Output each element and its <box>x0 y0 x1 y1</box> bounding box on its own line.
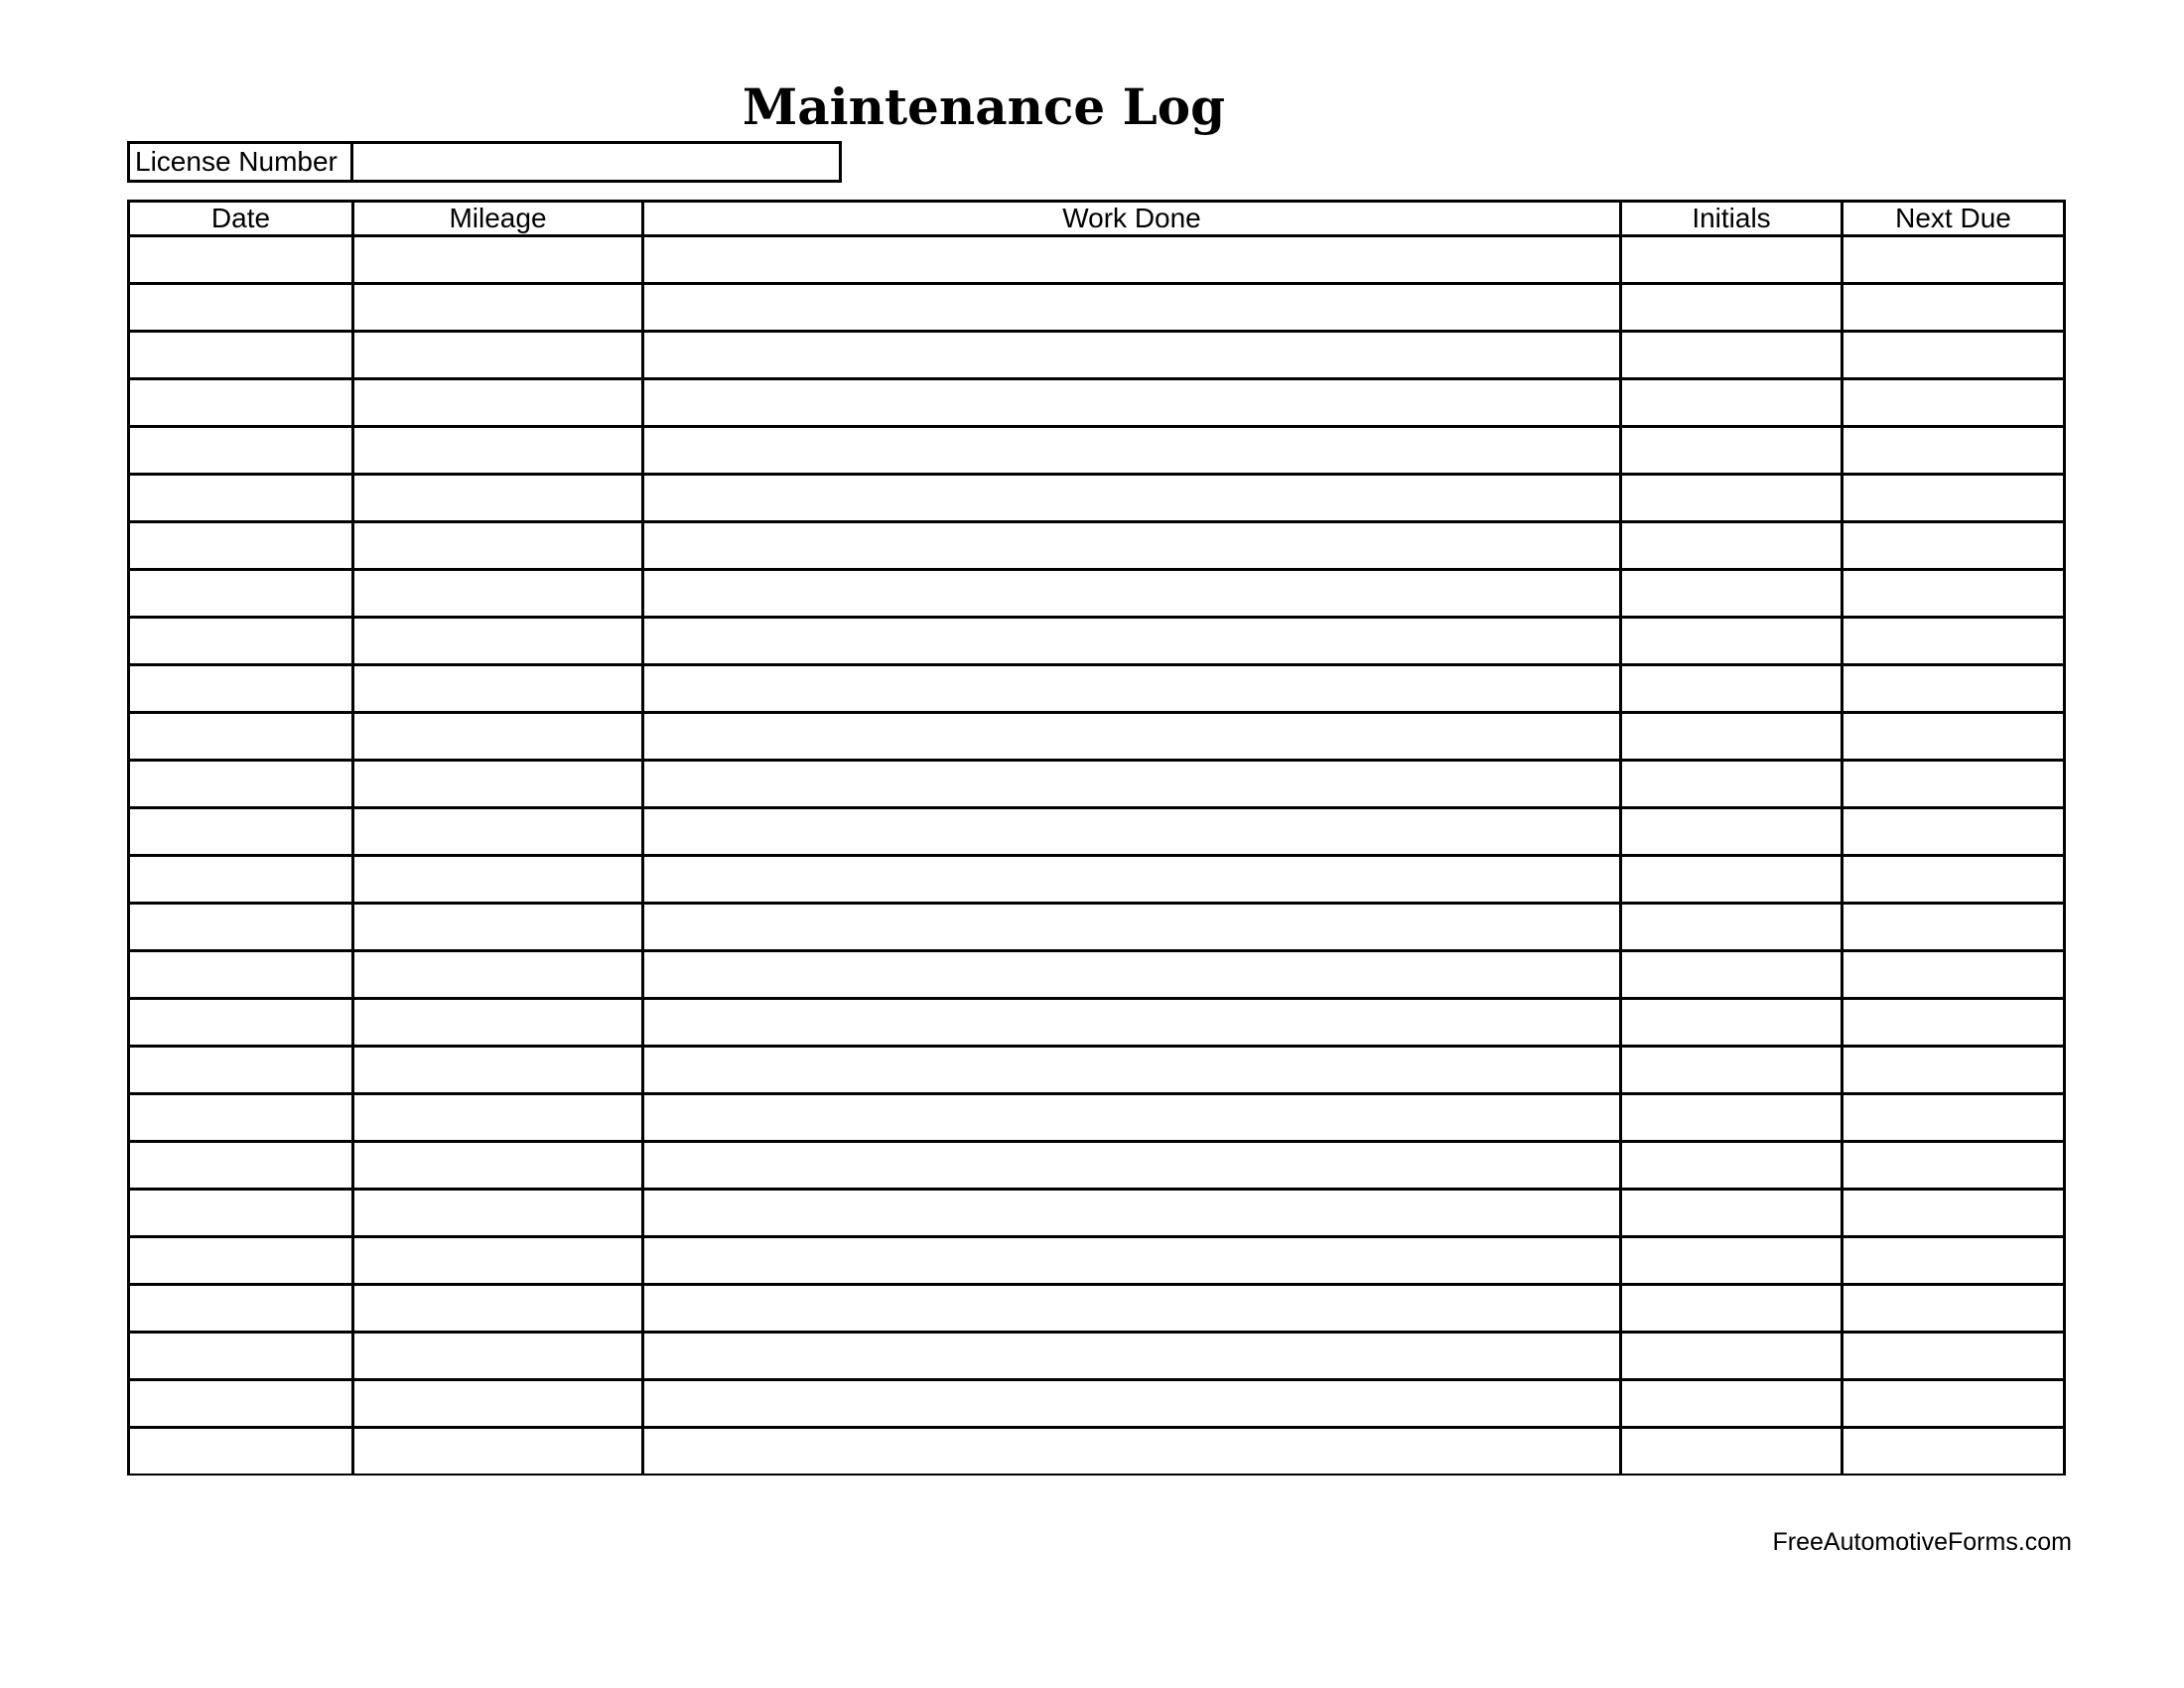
date-cell[interactable] <box>129 999 353 1047</box>
next-due-cell[interactable] <box>1843 570 2065 618</box>
mileage-cell[interactable] <box>353 379 643 427</box>
initials-cell[interactable] <box>1621 1333 1843 1380</box>
mileage-cell[interactable] <box>353 1285 643 1333</box>
mileage-cell[interactable] <box>353 856 643 904</box>
next-due-cell[interactable] <box>1843 1047 2065 1094</box>
mileage-cell[interactable] <box>353 1094 643 1142</box>
mileage-cell[interactable] <box>353 1142 643 1190</box>
date-cell[interactable] <box>129 1380 353 1428</box>
table-row <box>129 522 2065 570</box>
mileage-cell[interactable] <box>353 427 643 475</box>
table-body <box>129 236 2065 1476</box>
mileage-cell[interactable] <box>353 1047 643 1094</box>
mileage-cell[interactable] <box>353 713 643 761</box>
mileage-cell[interactable] <box>353 1428 643 1476</box>
work-done-cell[interactable] <box>643 1047 1621 1094</box>
table-row <box>129 1047 2065 1094</box>
next-due-cell[interactable] <box>1843 618 2065 665</box>
work-done-cell[interactable] <box>643 427 1621 475</box>
initials-cell[interactable] <box>1621 1190 1843 1237</box>
next-due-cell[interactable] <box>1843 1237 2065 1285</box>
date-cell[interactable] <box>129 332 353 379</box>
next-due-cell[interactable] <box>1843 379 2065 427</box>
work-done-cell[interactable] <box>643 1428 1621 1476</box>
next-due-cell[interactable] <box>1843 1380 2065 1428</box>
work-done-cell[interactable] <box>643 904 1621 951</box>
work-done-cell[interactable] <box>643 1237 1621 1285</box>
work-done-cell[interactable] <box>643 379 1621 427</box>
mileage-cell[interactable] <box>353 1380 643 1428</box>
initials-cell[interactable] <box>1621 1285 1843 1333</box>
table-row <box>129 951 2065 999</box>
table-row <box>129 1428 2065 1476</box>
table-row <box>129 236 2065 284</box>
work-done-cell[interactable] <box>643 284 1621 332</box>
work-done-cell[interactable] <box>643 713 1621 761</box>
initials-cell[interactable] <box>1621 665 1843 713</box>
date-cell[interactable] <box>129 1047 353 1094</box>
next-due-cell[interactable] <box>1843 522 2065 570</box>
work-done-cell[interactable] <box>643 1380 1621 1428</box>
initials-cell[interactable] <box>1621 1237 1843 1285</box>
date-cell[interactable] <box>129 761 353 808</box>
initials-cell[interactable] <box>1621 522 1843 570</box>
next-due-cell[interactable] <box>1843 475 2065 522</box>
initials-cell[interactable] <box>1621 951 1843 999</box>
date-cell[interactable] <box>129 1428 353 1476</box>
next-due-cell[interactable] <box>1843 1094 2065 1142</box>
initials-cell[interactable] <box>1621 618 1843 665</box>
work-done-cell[interactable] <box>643 808 1621 856</box>
initials-cell[interactable] <box>1621 808 1843 856</box>
date-cell[interactable] <box>129 427 353 475</box>
date-cell[interactable] <box>129 522 353 570</box>
next-due-cell[interactable] <box>1843 761 2065 808</box>
mileage-cell[interactable] <box>353 904 643 951</box>
mileage-cell[interactable] <box>353 951 643 999</box>
license-number-input[interactable] <box>353 144 839 180</box>
table-row <box>129 713 2065 761</box>
next-due-cell[interactable] <box>1843 1190 2065 1237</box>
table-row <box>129 332 2065 379</box>
table-row <box>129 475 2065 522</box>
initials-cell[interactable] <box>1621 236 1843 284</box>
table-row <box>129 618 2065 665</box>
mileage-cell[interactable] <box>353 665 643 713</box>
work-done-cell[interactable] <box>643 761 1621 808</box>
table-row <box>129 1285 2065 1333</box>
column-header-date: Date <box>129 202 353 236</box>
mileage-cell[interactable] <box>353 475 643 522</box>
initials-cell[interactable] <box>1621 379 1843 427</box>
date-cell[interactable] <box>129 379 353 427</box>
next-due-cell[interactable] <box>1843 856 2065 904</box>
next-due-cell[interactable] <box>1843 904 2065 951</box>
work-done-cell[interactable] <box>643 1285 1621 1333</box>
next-due-cell[interactable] <box>1843 999 2065 1047</box>
work-done-cell[interactable] <box>643 951 1621 999</box>
table-row <box>129 570 2065 618</box>
table-row <box>129 1094 2065 1142</box>
mileage-cell[interactable] <box>353 284 643 332</box>
table-row <box>129 999 2065 1047</box>
date-cell[interactable] <box>129 665 353 713</box>
work-done-cell[interactable] <box>643 1142 1621 1190</box>
next-due-cell[interactable] <box>1843 808 2065 856</box>
next-due-cell[interactable] <box>1843 1333 2065 1380</box>
mileage-cell[interactable] <box>353 1190 643 1237</box>
date-cell[interactable] <box>129 475 353 522</box>
table-row <box>129 761 2065 808</box>
next-due-cell[interactable] <box>1843 332 2065 379</box>
table-row <box>129 665 2065 713</box>
mileage-cell[interactable] <box>353 522 643 570</box>
date-cell[interactable] <box>129 951 353 999</box>
mileage-cell[interactable] <box>353 761 643 808</box>
work-done-cell[interactable] <box>643 1094 1621 1142</box>
table-row <box>129 284 2065 332</box>
work-done-cell[interactable] <box>643 665 1621 713</box>
mileage-cell[interactable] <box>353 1333 643 1380</box>
date-cell[interactable] <box>129 808 353 856</box>
table-row <box>129 1142 2065 1190</box>
table-row <box>129 904 2065 951</box>
table-row <box>129 856 2065 904</box>
date-cell[interactable] <box>129 284 353 332</box>
date-cell[interactable] <box>129 1285 353 1333</box>
mileage-cell[interactable] <box>353 999 643 1047</box>
initials-cell[interactable] <box>1621 332 1843 379</box>
mileage-cell[interactable] <box>353 808 643 856</box>
mileage-cell[interactable] <box>353 236 643 284</box>
work-done-cell[interactable] <box>643 1190 1621 1237</box>
date-cell[interactable] <box>129 1094 353 1142</box>
work-done-cell[interactable] <box>643 570 1621 618</box>
table-row <box>129 1190 2065 1237</box>
table-row <box>129 427 2065 475</box>
initials-cell[interactable] <box>1621 1047 1843 1094</box>
table-row <box>129 808 2065 856</box>
page-title: Maintenance Log <box>742 77 1226 136</box>
initials-cell[interactable] <box>1621 999 1843 1047</box>
date-cell[interactable] <box>129 236 353 284</box>
footer-website: FreeAutomotiveForms.com <box>1772 1528 2072 1556</box>
next-due-cell[interactable] <box>1843 284 2065 332</box>
initials-cell[interactable] <box>1621 904 1843 951</box>
table-row <box>129 1380 2065 1428</box>
initials-cell[interactable] <box>1621 1428 1843 1476</box>
next-due-cell[interactable] <box>1843 1428 2065 1476</box>
work-done-cell[interactable] <box>643 999 1621 1047</box>
table-row <box>129 379 2065 427</box>
table-row <box>129 1333 2065 1380</box>
mileage-cell[interactable] <box>353 332 643 379</box>
work-done-cell[interactable] <box>643 236 1621 284</box>
date-cell[interactable] <box>129 904 353 951</box>
initials-cell[interactable] <box>1621 761 1843 808</box>
license-number-label: License Number <box>130 144 353 180</box>
date-cell[interactable] <box>129 1190 353 1237</box>
next-due-cell[interactable] <box>1843 1285 2065 1333</box>
next-due-cell[interactable] <box>1843 1142 2065 1190</box>
initials-cell[interactable] <box>1621 1094 1843 1142</box>
initials-cell[interactable] <box>1621 427 1843 475</box>
column-header-next-due: Next Due <box>1843 202 2065 236</box>
next-due-cell[interactable] <box>1843 713 2065 761</box>
date-cell[interactable] <box>129 1333 353 1380</box>
next-due-cell[interactable] <box>1843 236 2065 284</box>
column-header-mileage: Mileage <box>353 202 643 236</box>
work-done-cell[interactable] <box>643 475 1621 522</box>
initials-cell[interactable] <box>1621 713 1843 761</box>
date-cell[interactable] <box>129 570 353 618</box>
date-cell[interactable] <box>129 1142 353 1190</box>
mileage-cell[interactable] <box>353 570 643 618</box>
date-cell[interactable] <box>129 618 353 665</box>
work-done-cell[interactable] <box>643 618 1621 665</box>
column-header-initials: Initials <box>1621 202 1843 236</box>
work-done-cell[interactable] <box>643 522 1621 570</box>
next-due-cell[interactable] <box>1843 951 2065 999</box>
work-done-cell[interactable] <box>643 332 1621 379</box>
date-cell[interactable] <box>129 1237 353 1285</box>
work-done-cell[interactable] <box>643 856 1621 904</box>
date-cell[interactable] <box>129 713 353 761</box>
initials-cell[interactable] <box>1621 856 1843 904</box>
initials-cell[interactable] <box>1621 1142 1843 1190</box>
initials-cell[interactable] <box>1621 284 1843 332</box>
work-done-cell[interactable] <box>643 1333 1621 1380</box>
initials-cell[interactable] <box>1621 475 1843 522</box>
date-cell[interactable] <box>129 856 353 904</box>
initials-cell[interactable] <box>1621 1380 1843 1428</box>
next-due-cell[interactable] <box>1843 665 2065 713</box>
mileage-cell[interactable] <box>353 1237 643 1285</box>
mileage-cell[interactable] <box>353 618 643 665</box>
maintenance-log-table <box>127 200 2066 1476</box>
license-number-field-group <box>127 141 842 183</box>
column-header-work-done: Work Done <box>643 202 1621 236</box>
next-due-cell[interactable] <box>1843 427 2065 475</box>
table-row <box>129 1237 2065 1285</box>
table-header-row <box>129 202 2065 236</box>
initials-cell[interactable] <box>1621 570 1843 618</box>
